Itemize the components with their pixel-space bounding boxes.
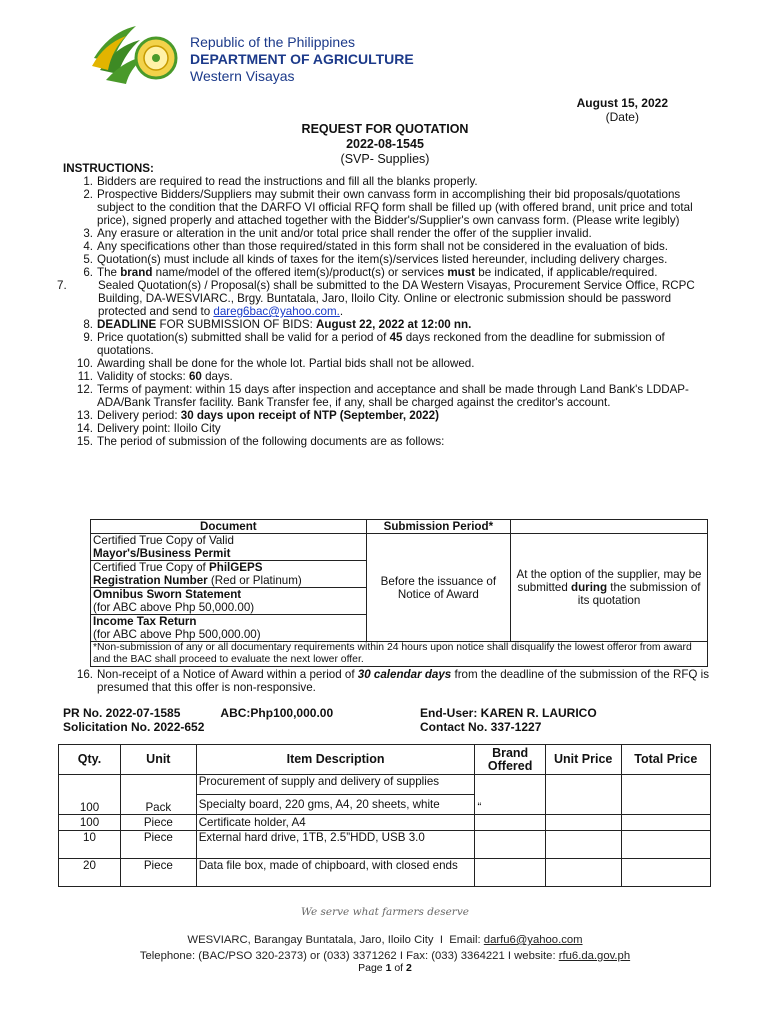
abc-amount: ABC:Php100,000.00	[220, 706, 334, 720]
footer-email-link[interactable]: darfu6@yahoo.com	[483, 934, 583, 946]
instructions-heading: INSTRUCTIONS:	[63, 162, 154, 175]
col-total-price: Total Price	[621, 745, 710, 775]
document-title	[0, 122, 770, 167]
page-number: Page 1 of 2	[358, 962, 412, 974]
footer-address: WESVIARC, Barangay Buntatala, Jaro, Iloilo City	[187, 934, 434, 946]
instruction-1: 1. Bidders are required to read the instructions and fill all the blanks properly.	[83, 175, 478, 188]
footer-telephone: Telephone: (BAC/PSO 320-2373) or (033) 3371262 I Fax: (033) 3364221 I website:	[139, 950, 556, 962]
doc-row-itr: Income Tax Return (for ABC above Php 500,000.00)	[91, 615, 367, 642]
total-price-input[interactable]	[621, 859, 710, 887]
total-price-input[interactable]	[621, 831, 710, 859]
end-user-info	[420, 706, 597, 734]
brand-input[interactable]: “	[475, 775, 545, 815]
unit-price-input[interactable]	[545, 775, 621, 815]
date-block	[577, 96, 668, 124]
instruction-8: 8. DEADLINE FOR SUBMISSION OF BIDS: August 22, 2022 at 12:00 nn.	[83, 318, 472, 331]
doc-header-document: Document	[91, 520, 367, 534]
pr-info	[63, 706, 333, 734]
brand-input[interactable]	[475, 831, 545, 859]
pr-number: PR No. 2022-07-1585	[63, 706, 181, 720]
department-logo	[90, 18, 182, 90]
instruction-4: 4. Any specifications other than those required/stated in this form shall not be considered in the evaluation of bids.	[83, 240, 669, 253]
title-main: REQUEST FOR QUOTATION	[301, 122, 469, 136]
instruction-5: 5. Quotation(s) must include all kinds of taxes for the item(s)/services listed hereunder, including delivery charges.	[83, 253, 668, 266]
solicitation-number: Solicitation No. 2022-652	[63, 720, 205, 734]
instruction-16: 16. Non-receipt of a Notice of Award within a period of 30 calendar days from the deadline of the submission of the RFQ is presumed that this offer is non-responsive.	[76, 668, 710, 694]
total-price-input[interactable]	[621, 815, 710, 831]
bac-email-link[interactable]: dareg6bac@yahoo.com.	[213, 305, 340, 318]
doc-header-period: Submission Period*	[366, 520, 510, 534]
doc-option-note: At the option of the supplier, may be submitted during the submission of its quotation	[511, 534, 708, 642]
end-user-name: End-User: KAREN R. LAURICO	[420, 706, 597, 720]
instruction-11: 11. Validity of stocks: 60 days.	[77, 370, 233, 383]
brand-input[interactable]	[475, 815, 545, 831]
instruction-15: 15. The period of submission of the following documents are as follows:	[76, 435, 445, 448]
date-value: August 15, 2022	[576, 96, 668, 110]
instruction-14: 14. Delivery point: Iloilo City	[76, 422, 221, 435]
table-row: 100 Pack Procurement of supply and delivery of supplies “	[59, 775, 711, 795]
deadline-value: August 22, 2022 at 12:00 nn.	[316, 318, 472, 331]
total-price-input[interactable]	[621, 775, 710, 815]
table-row: Specialty board, 220 gms, A4, 20 sheets, white	[59, 795, 711, 815]
instruction-10: 10. Awarding shall be done for the whole lot. Partial bids shall not be allowed.	[76, 357, 475, 370]
table-row: 10 Piece External hard drive, 1TB, 2.5”HDD, USB 3.0	[59, 831, 711, 859]
doc-submission-period: Before the issuance of Notice of Award	[366, 534, 510, 642]
doc-row-omnibus: Omnibus Sworn Statement (for ABC above Php 50,000.00)	[91, 588, 367, 615]
date-label: (Date)	[605, 110, 639, 124]
agency-header	[190, 34, 414, 85]
documents-table	[90, 519, 708, 667]
col-unit: Unit	[120, 745, 196, 775]
unit-price-input[interactable]	[545, 859, 621, 887]
footer-contact: WESVIARC, Barangay Buntatala, Jaro, Iloilo City I Email: darfu6@yahoo.com Telephone: (BAC/PSO 320-2373) or (033) 3371262 I Fax: (033) 3364221 I website: rfu6.da.gov.ph	[139, 934, 631, 962]
instruction-13: 13. Delivery period: 30 days upon receipt of NTP (September, 2022)	[76, 409, 439, 422]
republic-line: Republic of the Philippines	[190, 34, 355, 50]
title-sub: (SVP- Supplies)	[340, 152, 430, 166]
unit-price-input[interactable]	[545, 815, 621, 831]
doc-row-permit: Certified True Copy of Valid Mayor's/Business Permit	[91, 534, 367, 561]
col-unit-price: Unit Price	[545, 745, 621, 775]
procurement-intro: Procurement of supply and delivery of supplies	[196, 775, 475, 795]
rfq-number: 2022-08-1545	[346, 137, 424, 151]
instruction-6: 6. The brand name/model of the offered item(s)/product(s) or services must be indicated, if applicable/required.	[83, 266, 658, 279]
table-row: 20 Piece Data file box, made of chipboard, with closed ends	[59, 859, 711, 887]
doc-row-philgeps: Certified True Copy of PhilGEPS Registration Number (Red or Platinum)	[91, 561, 367, 588]
instructions	[57, 162, 713, 448]
footer-website-link[interactable]: rfu6.da.gov.ph	[558, 950, 631, 962]
brand-input[interactable]	[475, 859, 545, 887]
col-brand: Brand Offered	[475, 745, 545, 775]
doc-header-blank	[511, 520, 708, 534]
col-description: Item Description	[196, 745, 475, 775]
unit-price-input[interactable]	[545, 831, 621, 859]
instruction-2: 2. Prospective Bidders/Suppliers may submit their own canvass form in accomplishing their bid proposals/quotations subject to the condition that the DARFO VI official RFQ form shall be filled up (with offered brand, unit price and total price), signed properly and attached together with the Bidder's/Supplier's own canvass form. (Please write legibly)	[83, 188, 693, 227]
instruction-12: 12. Terms of payment: within 15 days after inspection and acceptance and shall be made through Land Bank's LDDAP-ADA/Bank Transfer facility. Bank Transfer fee, if any, shall be charged against the creditor's account.	[76, 383, 689, 409]
doc-table-note: *Non-submission of any or all documentary requirements within 24 hours upon notice shall disqualify the lowest offeror from award and the BAC shall proceed to evaluate the next lower offer.	[91, 642, 708, 667]
items-table	[58, 744, 711, 887]
col-qty: Qty.	[59, 745, 121, 775]
instruction-3: 3. Any erasure or alteration in the unit and/or total price shall render the offer of the supplier invalid.	[83, 227, 592, 240]
instruction-9: 9. Price quotation(s) submitted shall be valid for a period of 45 days reckoned from the deadline for submission of quotations.	[83, 331, 665, 357]
table-row: 100 Piece Certificate holder, A4	[59, 815, 711, 831]
instruction-7: 7. Sealed Quotation(s) / Proposal(s) shall be submitted to the DA Western Visayas, Procurement Service Office, RCPC Building, DA-WESVIARC., Brgy. Buntatala, Jaro, Iloilo City. Online or electronic submission should be password protected and send to dareg6bac@yahoo.com..	[57, 279, 695, 318]
region-name: Western Visayas	[190, 68, 295, 84]
department-name: DEPARTMENT OF AGRICULTURE	[190, 51, 414, 67]
end-user-contact: Contact No. 337-1227	[420, 720, 542, 734]
footer-motto: We serve what farmers deserve	[301, 906, 469, 918]
